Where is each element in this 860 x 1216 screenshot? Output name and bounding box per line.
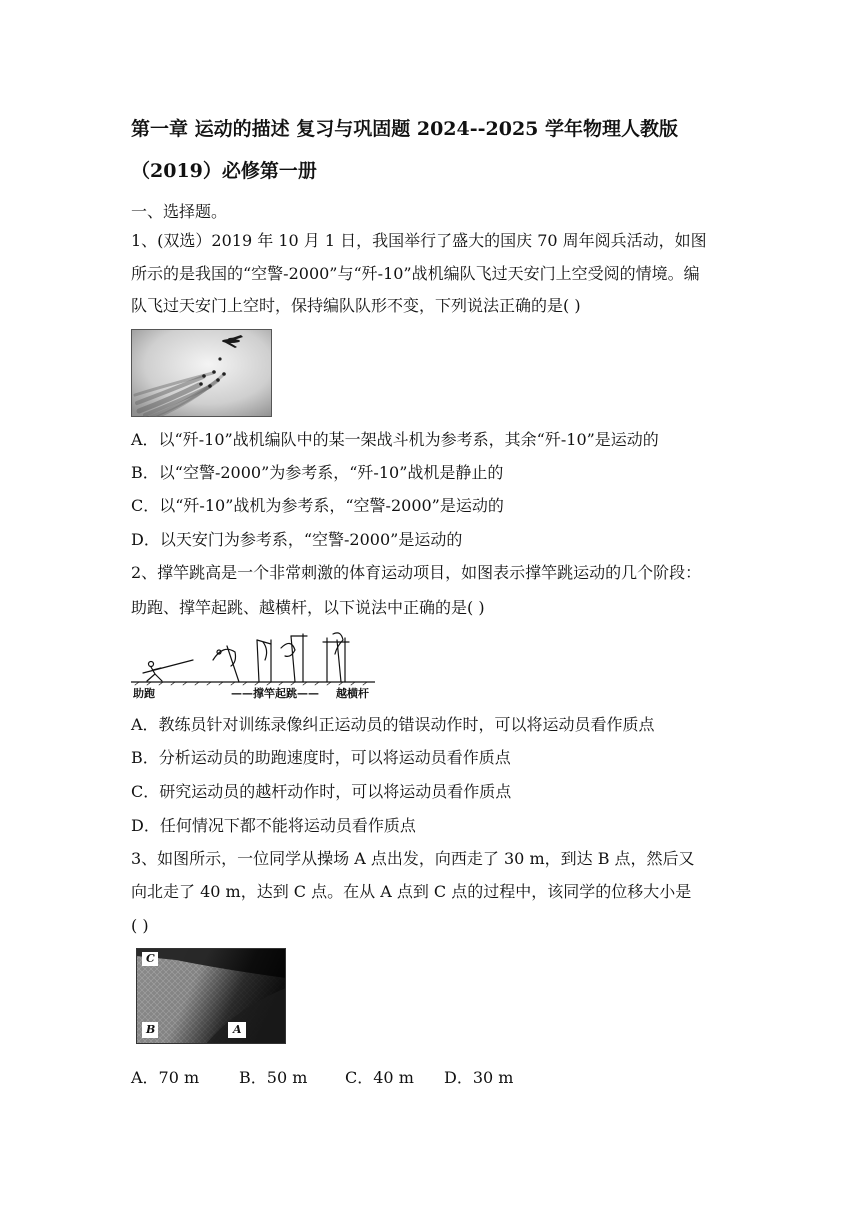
q2-stem-line1: 2、撑竿跳高是一个非常刺激的体育运动项目，如图表示撑竿跳运动的几个阶段： (131, 563, 702, 582)
q1-formation-photo (131, 329, 272, 417)
q2-label-take-off: ——撑竿起跳—— (231, 687, 319, 700)
q1-option-d: D．以天安门为参考系，“空警-2000”是运动的 (131, 530, 463, 549)
q2-label-bar-clear: 越横杆 (336, 687, 369, 700)
q3-options-row (131, 1067, 513, 1089)
q3-label-b: B (146, 1023, 156, 1036)
q2-option-b: B．分析运动员的助跑速度时，可以将运动员看作质点 (131, 748, 511, 767)
q1-option-a: A．以“歼-10”战机编队中的某一架战斗机为参考系，其余“歼-10”是运动的 (131, 430, 659, 449)
q3-label-c: C (146, 952, 155, 965)
section-heading: 一、选择题。 (131, 202, 228, 221)
q3-stem-line1: 3、如图所示，一位同学从操场 A 点出发，向西走了 30 m，到达 B 点，然后又 (131, 849, 695, 868)
q2-stem-line2: 助跑、撑竿起跳、越横杆，以下说法中正确的是( ) (131, 598, 485, 617)
q3-label-a: A (233, 1023, 242, 1036)
q3-option-b: B．50 m (239, 1068, 308, 1087)
q3-stem-line2: 向北走了 40 m，达到 C 点。在从 A 点到 C 点的过程中，该同学的位移大小是 (131, 882, 692, 901)
q2-option-a: A．教练员针对训练录像纠正运动员的错误动作时，可以将运动员看作质点 (131, 715, 655, 734)
q2-option-c: C．研究运动员的越杆动作时，可以将运动员看作质点 (131, 782, 512, 801)
q3-option-a: A．70 m (131, 1068, 200, 1087)
q3-stem-line3: ( ) (131, 916, 149, 935)
q2-label-run-up: 助跑 (133, 687, 155, 700)
q3-option-d: D．30 m (444, 1068, 514, 1087)
doc-title-line2: （2019）必修第一册 (131, 160, 317, 182)
q1-stem-line3: 队飞过天安门上空时，保持编队队形不变，下列说法正确的是( ) (131, 296, 581, 315)
q1-stem-line2: 所示的是我国的“空警-2000”与“歼-10”战机编队飞过天安门上空受阅的情境。编 (131, 264, 700, 283)
q1-option-c: C．以“歼-10”战机为参考系，“空警-2000”是运动的 (131, 496, 504, 515)
q2-pole-vault-figure (131, 630, 375, 702)
q1-option-b: B．以“空警-2000”为参考系，“歼-10”战机是静止的 (131, 463, 504, 482)
q1-stem-line1: 1、(双选）2019 年 10 月 1 日，我国举行了盛大的国庆 70 周年阅兵活动，如图 (131, 231, 707, 250)
q2-option-d: D．任何情况下都不能将运动员看作质点 (131, 816, 416, 835)
q3-option-c: C．40 m (345, 1068, 414, 1087)
doc-title-line1: 第一章 运动的描述 复习与巩固题 2024--2025 学年物理人教版 (131, 118, 678, 140)
q3-playground-photo (136, 948, 286, 1044)
